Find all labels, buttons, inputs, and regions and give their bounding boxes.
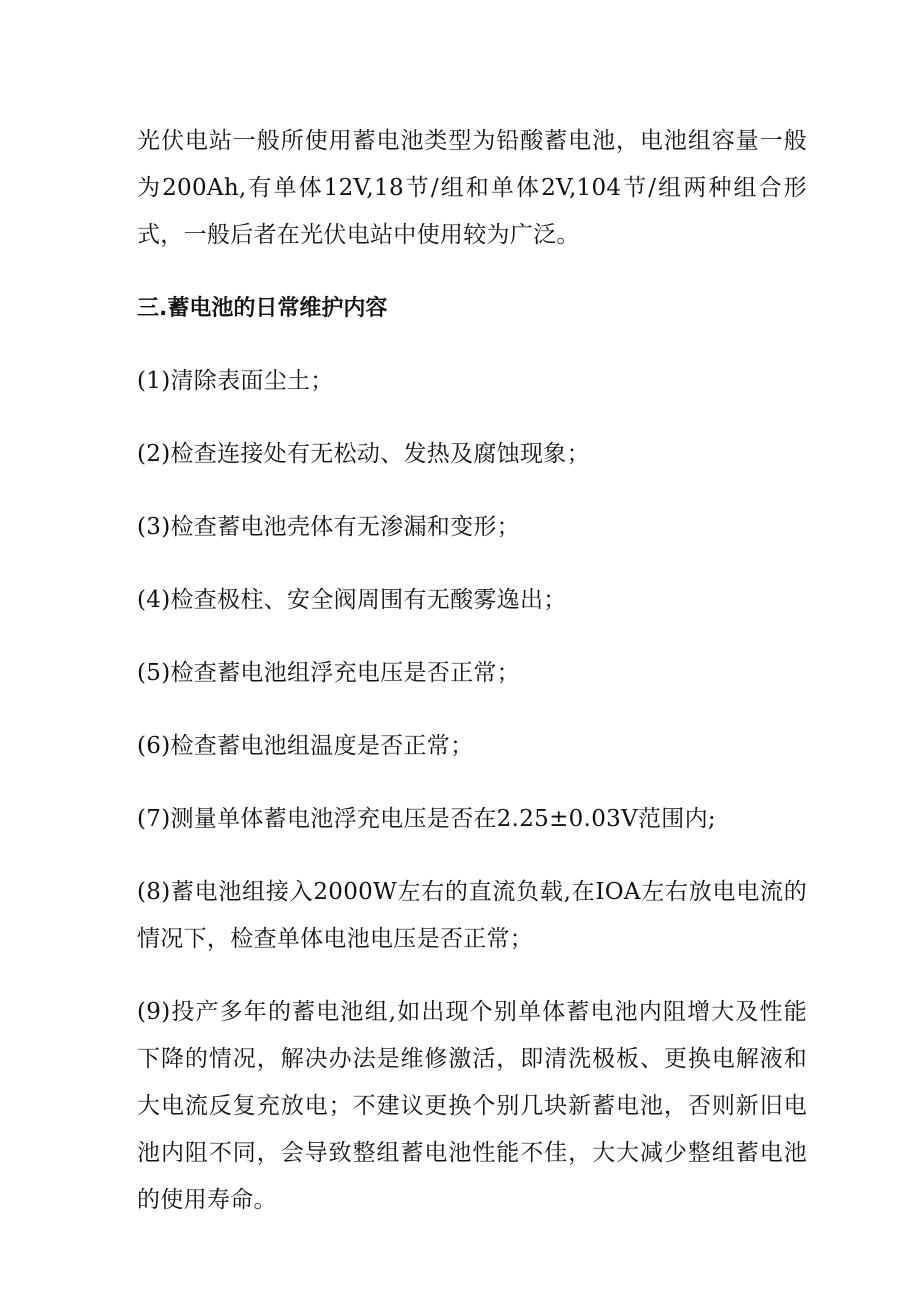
list-item: (9)投产多年的蓄电池组,如出现个别单体蓄电池内阻增大及性能下降的情况，解决办法是维修激活，即清洗极板、更换电解液和大电流反复充放电；不建议更换个别几块新蓄电池，否则新旧电池内阻不同，会导致整组蓄电池性能不佳，大大减少整组蓄电池的使用寿命。 [137, 999, 807, 1213]
list-item: (2)检查连接处有无松动、发热及腐蚀现象； [137, 441, 590, 467]
list-item: (4)检查极柱、安全阀周围有无酸雾逸出； [137, 587, 567, 613]
section-heading: 三.蓄电池的日常维护内容 [137, 296, 388, 321]
list-item: (3)检查蓄电池壳体有无渗漏和变形； [137, 514, 520, 540]
list-item: (7)测量单体蓄电池浮充电压是否在2.25±0.03V范围内; [137, 806, 716, 832]
intro-paragraph: 光伏电站一般所使用蓄电池类型为铅酸蓄电池，电池组容量一般为200Ah,有单体12V,18节/组和单体2V,104节/组两种组合形式，一般后者在光伏电站中使用较为广泛。 [137, 128, 807, 248]
list-item: (5)检查蓄电池组浮充电压是否正常； [137, 660, 520, 686]
list-item: (8)蓄电池组接入2000W左右的直流负载,在IOA左右放电电流的情况下，检查单体电池电压是否正常； [137, 879, 807, 952]
list-item: (1)清除表面尘土； [137, 368, 334, 394]
document-page [137, 118, 807, 1250]
list-item: (6)检查蓄电池组温度是否正常； [137, 733, 474, 759]
